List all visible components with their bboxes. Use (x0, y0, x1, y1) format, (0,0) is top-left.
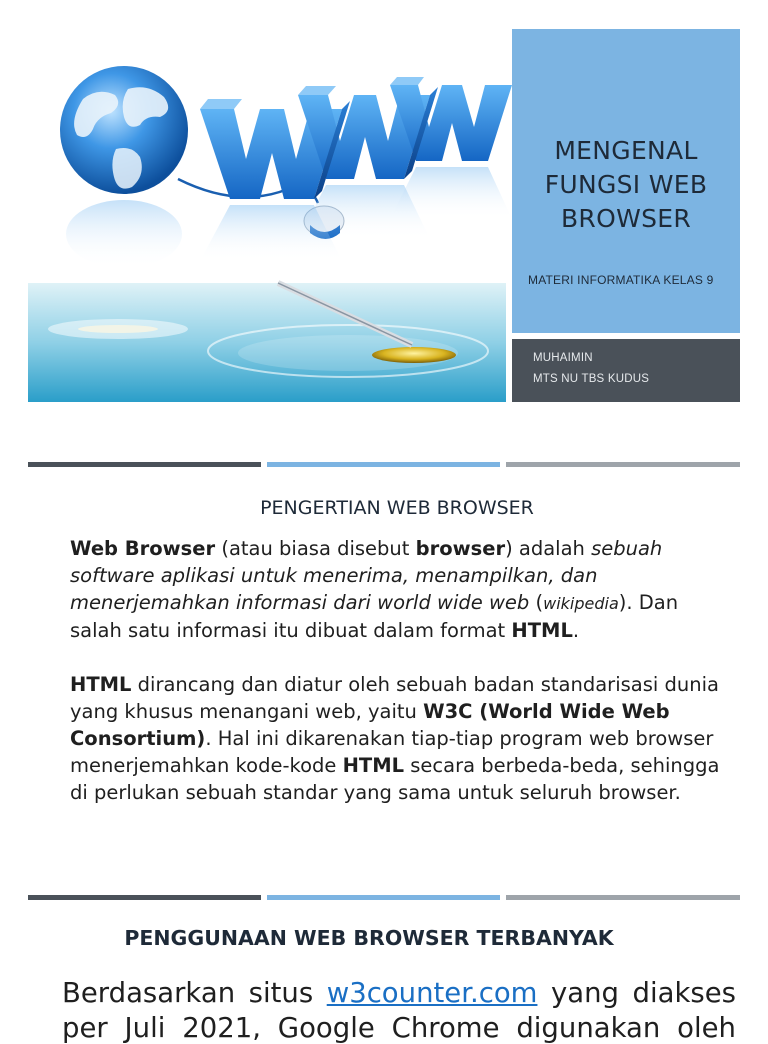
text-span: . (572, 619, 580, 642)
presentation-subtitle: MATERI INFORMATIKA KELAS 9 (528, 273, 714, 287)
slide-heading-pengertian: PENGERTIAN WEB BROWSER (260, 497, 534, 519)
divider-segment-gray (506, 462, 740, 467)
slide-heading-penggunaan: PENGGUNAAN WEB BROWSER TERBANYAK (124, 926, 614, 950)
text-span: Berdasarkan situs (62, 977, 327, 1009)
title-panel (512, 29, 740, 333)
w3counter-link[interactable]: w3counter.com (326, 977, 538, 1009)
section-divider (28, 895, 740, 900)
term-html: HTML (342, 754, 405, 777)
slide-body-pengertian (70, 535, 730, 806)
title-line-3: BROWSER (560, 204, 692, 233)
title-line-1: MENGENAL (554, 136, 698, 165)
text-span: secara berbeda-beda, sehingga di perlukan sebuah standar yang sama untuk seluruh browser. (70, 754, 720, 804)
divider-segment-dark (28, 462, 261, 467)
pipette-illustration (28, 283, 506, 402)
divider-segment-dark (28, 895, 261, 900)
text-span: ) adalah (505, 537, 592, 560)
section-divider (28, 462, 740, 467)
divider-segment-blue (267, 895, 500, 900)
text-span: . Hal ini dikarenakan tiap-tiap program web browser menerjemahkan kode-kode (70, 727, 714, 777)
lab-pipette-image (28, 283, 506, 402)
www-globe-image (28, 29, 508, 275)
slide-body-penggunaan-line2: per Juli 2021, Google Chrome digunakan oleh (62, 1012, 736, 1044)
term-web-browser: Web Browser (70, 537, 216, 560)
presentation-title (512, 134, 740, 236)
paragraph-html-standard (70, 671, 730, 806)
source-wikipedia: wikipedia (543, 594, 619, 613)
term-html: HTML (511, 619, 573, 642)
text-span: dirancang dan diatur oleh sebuah badan standarisasi dunia yang khusus menangani web, yaitu (70, 673, 719, 723)
school-name: MTS NU TBS KUDUS (533, 373, 650, 385)
cover-slide (28, 29, 740, 402)
paragraph-definition (70, 535, 730, 644)
divider-segment-blue (267, 462, 500, 467)
definition-quote: sebuah software aplikasi untuk menerima, menampilkan, dan menerjemahkan informasi dari world wide web (70, 537, 663, 614)
title-line-2: FUNGSI WEB (544, 170, 708, 199)
text-span: (atau biasa disebut (215, 537, 416, 560)
www-illustration (28, 29, 508, 275)
text-span: ( (529, 591, 544, 614)
author-name: MUHAIMIN (533, 352, 593, 364)
text-span: ). Dan salah satu informasi itu dibuat dalam format (70, 591, 679, 642)
term-browser: browser (415, 537, 506, 560)
text-span: yang diakses (537, 977, 736, 1009)
term-w3c: W3C (World Wide Web Consortium) (70, 700, 670, 750)
term-html: HTML (70, 673, 132, 696)
divider-segment-gray (506, 895, 740, 900)
slide-body-penggunaan-line1 (62, 974, 736, 1012)
author-panel (512, 339, 740, 402)
